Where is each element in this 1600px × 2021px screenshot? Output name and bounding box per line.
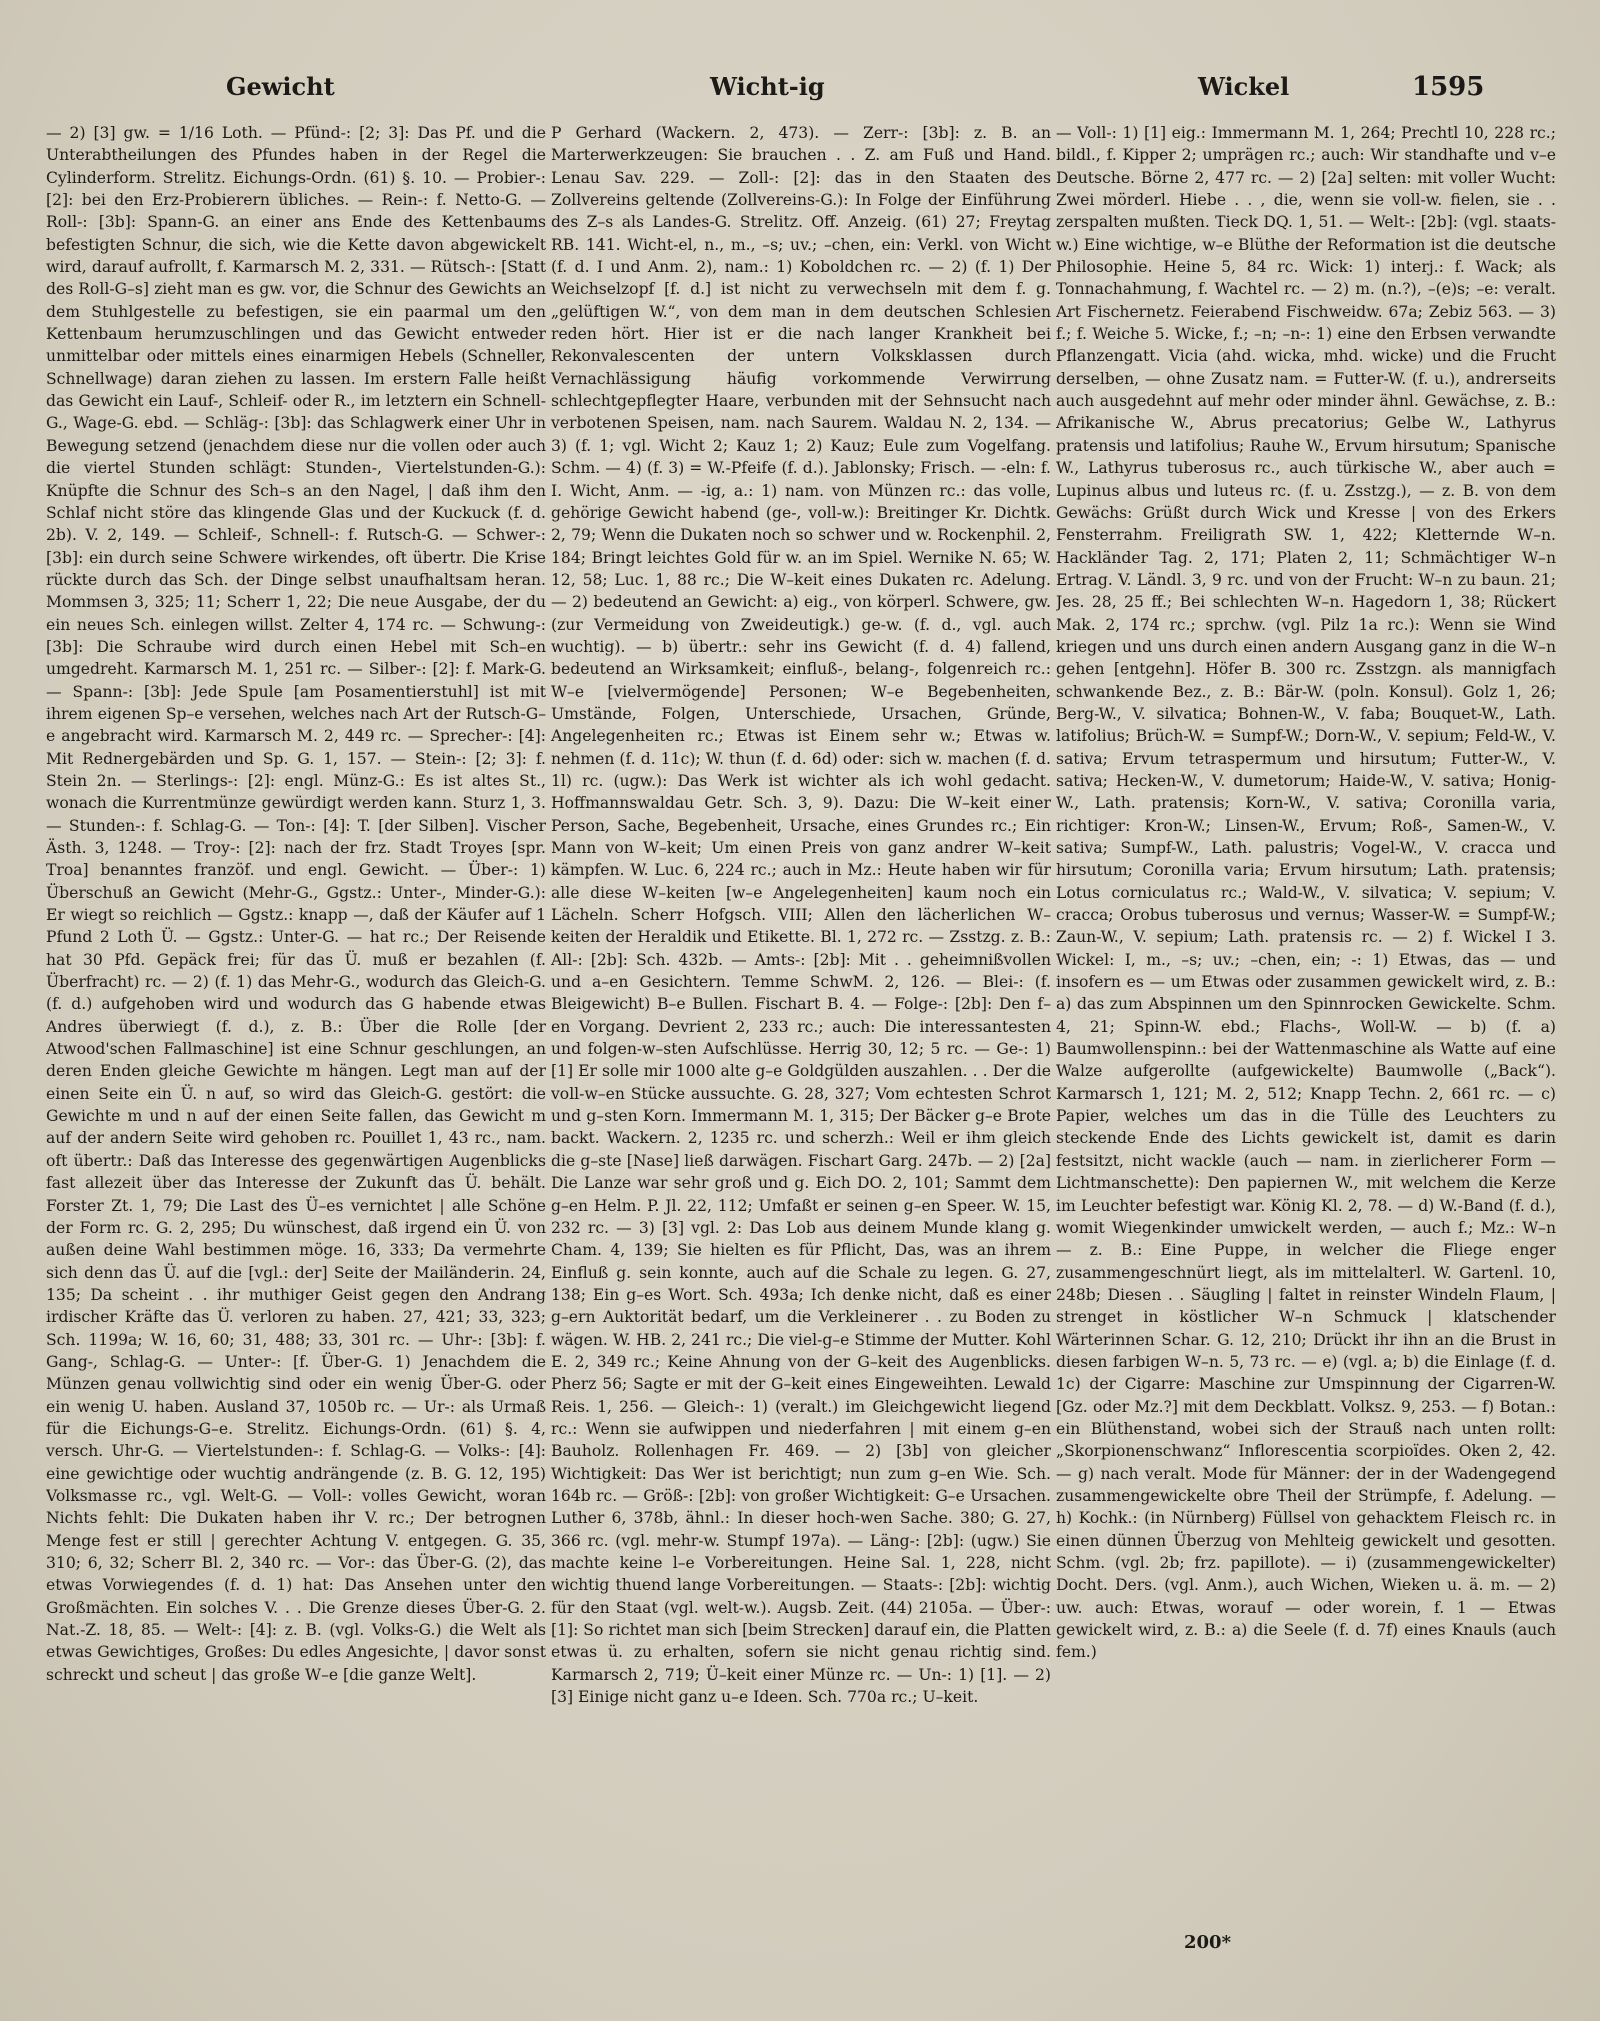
header-center-catchword: Wicht-ig	[710, 72, 825, 101]
column-middle	[551, 122, 1051, 1922]
column-middle-text: P Gerhard (Wackern. 2, 473). — Zerr-: [3b]: z. B. an Marterwerkzeugen: Sie brauchen . . Z. am Fuß und Hand. Lenau Sav. 229. — Zoll-: [2]: das in den Staaten des Zollvereins geltende (Zollvereins-G.): In Folge der Einführung des Z–s als Landes-G. Strelitz. Off. Anzeig. (61) 27; Freytag RB. 141. Wicht-el, n., m., –s; uv.; –chen, ein: Verkl. von Wicht (f. d. I und Anm. 2), nam.: 1) Koboldchen rc. — 2) (f. 1) Der Weichselzopf [f. d.] ist nicht zu verwechseln mit dem f. g. „gelüftigen W.“, von dem man in dem deutschen Schlesien reden hört. Hier ist er die nach langer Krankheit bei Rekonvalescenten der untern Volksklassen durch Vernachlässigung häufig vorkommende Verwirrung schlechtgepflegter Haare, verbunden mit der Sehnsucht nach verbotenen Speisen, nam. nach Saurem. Waldau N. 2, 134. — 3) (f. 1; vgl. Wicht 2; Kauz 1; 2) Kauz; Eule zum Vogelfang. Schm. — 4) (f. 3) = W.-Pfeife (f. d.). Jablonsky; Frisch. — -eln: f. I. Wicht, Anm. — -ig, a.: 1) nam. von Münzen rc.: das volle, gehörige Gewicht habend (ge-, voll-w.): Breitinger Kr. Dichtk. 2, 79; Wenn die Dukaten noch so schwer und w. Rockenphil. 2, 184; Bringt leichtes Gold für w. an im Spiel. Wernike N. 65; W. 12, 58; Luc. 1, 88 rc.; Die W–keit eines Dukaten rc. Adelung. — 2) bedeutend an Gewicht: a) eig., von körperl. Schwere, gw. (zur Vermeidung von Zweideutigk.) ge-w. (f. d., vgl. auch wuchtig). — b) übertr.: sehr ins Gewicht (f. d. 4) fallend, bedeutend an Wirksamkeit; einfluß-, belang-, folgenreich rc.: W–e [vielvermögende] Personen; W–e Begebenheiten, Umstände, Folgen, Unterschiede, Ursachen, Gründe, Angelegenheiten rc.; Etwas ist Einem sehr w.; Etwas w. nehmen (f. d. 11c); W. thun (f. d. 6d) oder: sich w. machen (f. d. 1l) rc. (ugw.): Das Werk ist wichter als ich wohl gedacht. Hoffmannswaldau Getr. Sch. 3, 9). Dazu: Die W–keit einer Person, Sache, Begebenheit, Ursache, eines Grundes rc.; Ein Mann von W–keit; Um einen Preis von ganz andrer W–keit kämpfen. W. Luc. 6, 224 rc.; auch in Mz.: Heute haben wir für alle diese W–keiten [w–e Angelegenheiten] kaum noch ein Lächeln. Scherr Hofgsch. VIII; Allen den lächerlichen W–keiten der Heraldik und Etikette. Bl. 1, 272 rc. — Zsstzg. z. B.: All-: [2b]: Sch. 432b. — Amts-: [2b]: Mit . . geheimnißvollen und a–en Gesichtern. Temme SchwM. 2, 126. — Blei-: (f. Bleigewicht) B–e Bullen. Fischart B. 4. — Folge-: [2b]: Den f–en Vorgang. Devrient 2, 233 rc.; auch: Die interessantesten und folgen-w–sten Aufschlüsse. Herrig 30, 12; 5 rc. — Ge-: 1) [1] Er solle mir 1000 alte g–e Goldgülden auszahlen. . . Der die voll-w–en Stücke aussuchte. G. 28, 327; Vom echtesten Schrot und g–sten Korn. Immermann M. 1, 315; Der Bäcker g–e Brote backt. Wackern. 2, 1235 rc. und scherzh.: Weil er ihm gleich die g–ste [Nase] ließ darwägen. Fischart Garg. 247b. — 2) [2a] Die Lanze war sehr groß und g. Eich DO. 2, 101; Sammt dem g–en Helm. P. Jl. 22, 112; Umfaßt er seinen g–en Speer. W. 15, 232 rc. — 3) [3] vgl. 2: Das Lob aus deinem Munde klang g. Cham. 4, 139; Sie hielten es für Pflicht, Das, was an ihrem Einfluß g. sein konnte, auch auf die Schale zu legen. G. 27, 138; Ein g–es Wort. Sch. 493a; Ich denke nicht, daß es einer g–ern Auktorität bedarf, um die Verkleinerer . . zu Boden zu wägen. W. HB. 2, 241 rc.; Die viel-g–e Stimme der Mutter. Kohl E. 2, 349 rc.; Keine Ahnung von der G–keit des Augenblicks. Pherz 56; Sagte er mit der G–keit eines Eingeweihten. Lewald Reis. 1, 256. — Gleich-: 1) (veralt.) im Gleichgewicht liegend rc.: Wenn sie aufwippen und niederfahren | mit einem g–en Bauholz. Rollenhagen Fr. 469. — 2) [3b] von gleicher Wichtigkeit: Das Wer ist berichtigt; nun zum g–en Wie. Sch. 164b rc. — Größ-: [2b]: von großer Wichtigkeit: G–e Ursachen. Luther 6, 378b, ähnl.: In dieser hoch-wen Sache. 380; G. 27, 366 rc. (vgl. mehr-w. Stumpf 197a). — Läng-: [2b]: (ugw.) Sie machte keine l–e Vorbereitungen. Heine Sal. 1, 228, nicht wichtig thuend lange Vorbereitungen. — Staats-: [2b]: wichtig für den Staat (vgl. welt-w.). Augsb. Zeit. (44) 2105a. — Über-: [1]: So richtet man sich [beim Strecken] darauf ein, die Platten etwas ü. zu erhalten, sofern sie nicht genau richtig sind. Karmarsch 2, 719; Ü–keit einer Münze rc. — Un-: 1) [1]. — 2) [3] Einige nicht ganz u–e Ideen. Sch. 770a rc.; U–keit.	[551, 124, 1051, 1707]
text-columns	[26, 122, 1576, 1922]
column-right-text: — Voll-: 1) [1] eig.: Immermann M. 1, 264; Prechtl 10, 228 rc.; bildl., f. Kipper 2; umprägen rc.; auch: Wir standhafte und v–e Deutsche. Börne 2, 477 rc. — 2) [2a] selten: mit voller Wucht: Zwei mörderl. Hiebe . . , die, wenn sie voll-w. fielen, sie . . zerspalten mußten. Tieck DQ. 1, 51. — Welt-: [2b]: (vgl. staats-w.) Eine wichtige, w–e Blüthe der Reformation ist die deutsche Philosophie. Heine 5, 84 rc. Wick: 1) interj.: f. Wack; als Tonnachahmung, f. Wachtel rc. — 2) m. (n.?), –(e)s; –e: veralt. Art Fischernetz. Feierabend Fischweidw. 67a; Zebiz 563. — 3) f.; f. Weiche 5. Wicke, f.; –n; –n-: 1) eine den Erbsen verwandte Pflanzengatt. Vicia (ahd. wicka, mhd. wicke) und die Frucht derselben, — ohne Zusatz nam. = Futter-W. (f. u.), andrerseits auch ausgedehnt auf mehr oder minder ähnl. Gewächse, z. B.: Afrikanische W., Abrus precatorius; Gelbe W., Lathyrus pratensis und latifolius; Rauhe W., Ervum hirsutum; Spanische W., Lathyrus tuberosus rc., auch türkische W., aber auch = Lupinus albus und luteus rc. (f. u. Zsstzg.), — z. B. von dem Gewächs: Grüßt durch Wick und Kresse | von des Erkers Fensterrahm. Freiligrath SW. 1, 422; Kletternde W–n. Hackländer Tag. 2, 171; Platen 2, 11; Schmächtiger W–n Ertrag. V. Ländl. 3, 9 rc. und von der Frucht: W–n zu baun. 21; Jes. 28, 25 ff.; Bei schlechten W–n. Hagedorn 1, 38; Rückert Mak. 2, 174 rc.; sprchw. (vgl. Pilz 1a rc.): Wenn sie Wind kriegen und uns durch einen andern Ausgang ganz in die W–n gehen [entgehn]. Höfer B. 300 rc. Zsstzgn. als mannigfach schwankende Bez., z. B.: Bär-W. (poln. Konsul). Golz 1, 26; Berg-W., V. silvatica; Bohnen-W., V. faba; Bouquet-W., Lath. latifolius; Brüch-W. = Sumpf-W.; Dorn-W., V. sepium; Feld-W., V. sativa; Ervum tetraspermum und hirsutum; Futter-W., V. sativa; Hecken-W., V. dumetorum; Haide-W., V. sativa; Honig-W., Lath. pratensis; Korn-W., V. sativa; Coronilla varia, richtiger: Kron-W.; Linsen-W., Ervum; Roß-, Samen-W., V. sativa; Sumpf-W., Lath. palustris; Vogel-W., V. cracca und hirsutum; Coronilla varia; Ervum hirsutum; Lath. pratensis; Lotus corniculatus rc.; Wald-W., V. silvatica; V. sepium; V. cracca; Orobus tuberosus und vernus; Wasser-W. = Sumpf-W.; Zaun-W., V. sepium; Lath. pratensis rc. — 2) f. Wickel I 3. Wickel: I, m., –s; uv.; –chen, ein; -: 1) Etwas, das — und insofern es — um Etwas oder zusammen gewickelt wird, z. B.: a) das zum Abspinnen um den Spinnrocken Gewickelte. Schm. 4, 21; Spinn-W. ebd.; Flachs-, Woll-W. — b) (f. a) Baumwollenspinn.: bei der Wattenmaschine als Watte auf eine Walze aufgerollte (aufgewickelte) Baumwolle („Back“). Karmarsch 1, 121; M. 2, 512; Knapp Techn. 2, 661 rc. — c) Papier, welches um das in die Tülle des Leuchters zu steckende Ende des Lichts gewickelt ist, damit es darin festsitzt, nicht wackle (auch — nam. in zierlicherer Form — Lichtmanschette): Den papiernen W., mit welchem die Kerze im Leuchter befestigt war. König Kl. 2, 78. — d) W.-Band (f. d.), womit Wiegenkinder umwickelt werden, — auch f.; Mz.: W–n — z. B.: Eine Puppe, in welcher die Fliege enger zusammengeschnürt liegt, als im mittelalterl. W. Gartenl. 10, 248b; Diesen . . Säugling | faltet in reinster Windeln Flaum, | strenget in köstlicher W–n Schmuck | klatschender Wärterinnen Schar. G. 12, 210; Drückt ihr ihn an die Brust in diesen farbigen W–n. 5, 73 rc. — e) (vgl. a; b) die Einlage (f. d. 1c) der Cigarre: Maschine zur Umspinnung der Cigarren-W. [Gz. oder Mz.?] mit dem Deckblatt. Volksz. 9, 253. — f) Botan.: ein Blüthenstand, wobei sich der Strauß nach unten rollt: „Skorpionenschwanz“ Inflorescentia scorpioïdes. Oken 2, 42. — g) nach veralt. Mode für Männer: der in der Wadengegend zusammengewickelte obre Theil der Strümpfe, f. Adelung. — h) Kochk.: (in Nürnberg) Füllsel von gehacktem Fleisch rc. in einen dünnen Überzug von Mehlteig gewickelt und gesotten. Schm. (vgl. 2b; frz. papillote). — i) (zusammengewickelter) Docht. Ders. (vgl. Anm.), auch Wichen, Wieken u. ä. m. — 2) uw. auch: Etwas, worauf — oder worein, f. 1 — Etwas gewickelt wird, z. B.: a) die Seele (f. d. 7f) eines Knauls (auch fem.)	[1056, 124, 1556, 1662]
page-number: 1595	[1412, 72, 1485, 102]
column-right	[1056, 122, 1556, 1922]
column-left	[46, 122, 546, 1922]
printer-signature: 200*	[1184, 1932, 1231, 1953]
column-left-text: — 2) [3] gw. = 1/16 Loth. — Pfünd-: [2; 3]: Das Pf. und die Unterabtheilungen des Pfundes haben in der Regel die Cylinderform. Strelitz. Eichungs-Ordn. (61) §. 10. — Probier-: [2]: bei den Erz-Probierern übliches. — Rein-: f. Netto-G. — Roll-: [3b]: Spann-G. an einer ans Ende des Kettenbaums befestigten Schnur, die sich, wie die Kette davon abgewickelt wird, darauf aufrollt, f. Karmarsch M. 2, 331. — Rütsch-: [Statt des Roll-G–s] zieht man es gw. vor, die Schnur des Gewichts an dem Stuhlgestelle zu befestigen, sie ein paarmal um den Kettenbaum herumzuschlingen und das Gewicht entweder unmittelbar oder mittels eines einarmigen Hebels (Schneller, Schnellwage) daran ziehen zu lassen. Im erstern Falle heißt das Gewicht ein Lauf-, Schleif- oder R., im letztern ein Schnell-G., Wage-G. ebd. — Schläg-: [3b]: das Schlagwerk einer Uhr in Bewegung setzend (jenachdem diese nur die vollen oder auch die viertel Stunden schlägt: Stunden-, Viertelstunden-G.): Knüpfte die Schnur des Sch–s an den Nagel, | daß ihm den Schlaf nicht störe das klingende Glas und der Kuckuck (f. d. 2b). V. 2, 149. — Schleif-, Schnell-: f. Rutsch-G. — Schwer-: [3b]: ein durch seine Schwere wirkendes, oft übertr. Die Krise rückte durch das Sch. der Dinge selbst unaufhaltsam heran. Mommsen 3, 325; 11; Scherr 1, 22; Die neue Ausgabe, der du ein neues Sch. einlegen willst. Zelter 4, 174 rc. — Schwung-: [3b]: Die Schraube wird durch einen Hebel mit Sch–en umgedreht. Karmarsch M. 1, 251 rc. — Silber-: [2]: f. Mark-G. — Spann-: [3b]: Jede Spule [am Posamentierstuhl] ist mit ihrem eigenen Sp–e versehen, welches nach Art der Rutsch-G–e angebracht wird. Karmarsch M. 2, 449 rc. — Sprecher-: [4]: Mit Rednergebärden und Sp. G. 1, 157. — Stein-: [2; 3]: f. Stein 2n. — Sterlings-: [2]: engl. Münz-G.: Es ist altes St., wonach die Kurrentmünze gewürdigt werden kann. Sturz 1, 3. — Stunden-: f. Schlag-G. — Ton-: [4]: T. [der Silben]. Vischer Ästh. 3, 1248. — Troy-: [2]: nach der frz. Stadt Troyes [spr. Troa] benanntes franzöf. und engl. Gewicht. — Über-: 1) Überschuß an Gewicht (Mehr-G., Ggstz.: Unter-, Minder-G.): Er wiegt so reichlich — Ggstz.: knapp —, daß der Käufer auf 1 Pfund 2 Loth Ü. — Ggstz.: Unter-G. — hat rc.; Der Reisende hat 30 Pfd. Gepäck frei; für das Ü. muß er bezahlen (f. Überfracht) rc. — 2) (f. 1) das Mehr-G., wodurch das Gleich-G. (f. d.) aufgehoben wird und wodurch das G habende etwas Andres überwiegt (f. d.), z. B.: Über die Rolle [der Atwood'schen Fallmaschine] ist eine Schnur geschlungen, an deren Enden gleiche Gewichte m hängen. Legt man auf der einen Seite ein Ü. n auf, so wird das Gleich-G. gestört: die Gewichte m und n auf der einen Seite fallen, das Gewicht m auf der andern Seite wird gehoben rc. Pouillet 1, 43 rc., nam. oft übertr.: Daß das Interesse des gegenwärtigen Augenblicks fast allezeit über das Interesse der Zukunft das Ü. behält. Forster Zt. 1, 79; Die Last des Ü–es vernichtet | alle Schöne der Form rc. G. 2, 295; Du wünschest, daß irgend ein Ü. von außen deine Wahl bestimmen möge. 16, 333; Da vermehrte sich denn das Ü. auf die [vgl.: der] Seite der Mailänderin. 24, 135; Da scheint . . ihr muthiger Geist gegen den Andrang irdischer Kräfte das Ü. verloren zu haben. 27, 421; 33, 323; Sch. 1199a; W. 16, 60; 31, 488; 33, 301 rc. — Uhr-: [3b]: f. Gang-, Schlag-G. — Unter-: [f. Über-G. 1) Jenachdem die Münzen genau vollwichtig sind oder ein wenig Über-G. oder ein wenig U. haben. Ausland 37, 1050b rc. — Ur-: als Urmaß für die Eichungs-G–e. Strelitz. Eichungs-Ordn. (61) §. 4, versch. Uhr-G. — Viertelstunden-: f. Schlag-G. — Volks-: [4]: eine gewichtige oder wuchtig andrängende (z. B. G. 12, 195) Volksmasse rc., vgl. Welt-G. — Voll-: volles Gewicht, woran Nichts fehlt: Die Dukaten haben ihr V. rc.; Der betrognen Menge fest er still | gerechter Achtung V. entgegen. G. 35, 310; 6, 32; Scherr Bl. 2, 340 rc. — Vor-: das Über-G. (2), das etwas Vorwiegendes (f. d. 1) hat: Das Ansehen unter den Großmächten. Ein solches V. . . Die Grenze dieses Über-G. 2. Nat.-Z. 18, 85. — Welt-: [4]: z. B. (vgl. Volks-G.) die Welt als etwas Gewichtiges, Großes: Du edles Angesichte, | davor sonst schreckt und scheut | das große W–e [die ganze Welt].	[46, 124, 546, 1684]
header-left-catchword: Gewicht	[226, 72, 335, 101]
running-head	[0, 72, 1600, 112]
header-right-catchword: Wickel	[1198, 72, 1290, 101]
